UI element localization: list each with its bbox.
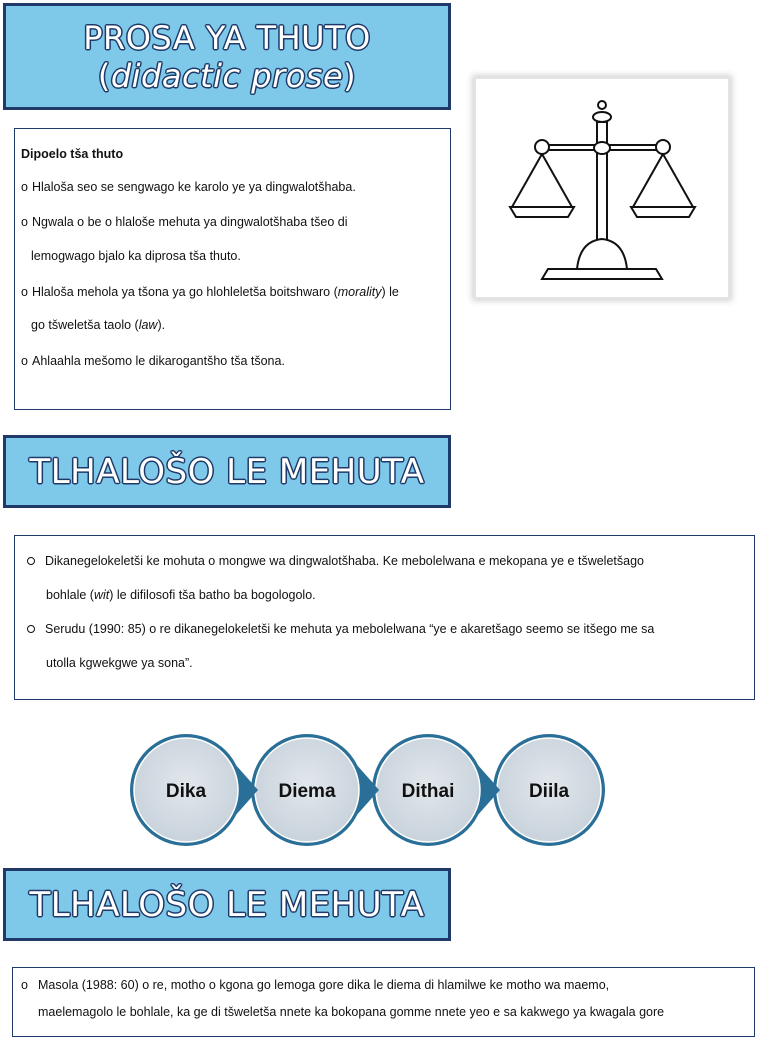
- header-title: PROSA YA THUTO: [83, 18, 371, 57]
- flow-step-label: Dika: [165, 781, 207, 802]
- proverb-types-flow: [120, 728, 620, 852]
- objective-item: o Ngwala o be o hlaloše mehuta ya dingwalotšhaba tšeo di: [21, 215, 348, 229]
- definition-item: Serudu (1990: 85) o re dikanegelokeletši ke mehuta ya mebolelwana “ye e akaretšago seemo se itšego me sa: [27, 622, 654, 636]
- flow-step: [493, 734, 605, 846]
- scale-chain: [542, 154, 572, 207]
- objective-item: o Hlaloša mehola ya tšona ya go hlohleletša boitshwaro (morality) le: [21, 285, 399, 299]
- objective-item-continuation: lemogwago bjalo ka diprosa tša thuto.: [31, 249, 241, 263]
- objectives-heading: Dipoelo tša thuto: [21, 147, 124, 161]
- scale-base-plate: [542, 269, 662, 279]
- section-title: TLHALOŠO LE MEHUTA: [29, 884, 425, 925]
- scale-chain: [663, 154, 693, 207]
- scale-pan-left: [510, 207, 574, 217]
- scale-finial: [598, 101, 606, 109]
- objective-item: o Ahlaahla mešomo le dikarogantšho tša tšona.: [21, 354, 285, 368]
- scale-pan-right: [631, 207, 695, 217]
- scale-base-dome: [577, 239, 627, 269]
- scale-pivot-left: [535, 140, 549, 154]
- section-banner: [3, 868, 451, 941]
- definition-item: Dikanegelokeletši ke mohuta o mongwe wa dingwalotšhaba. Ke mebolelwana e mekopana ye e tšweletšago: [27, 554, 644, 568]
- scale-pivot-right: [656, 140, 670, 154]
- scale-image-frame: [474, 77, 730, 299]
- flow-step-label: Dithai: [401, 781, 455, 802]
- section-title: TLHALOŠO LE MEHUTA: [29, 451, 425, 492]
- flow-step-label: Diema: [278, 781, 336, 802]
- definition-box: [12, 967, 755, 1037]
- header-subtitle: (didactic prose): [97, 56, 357, 95]
- definition-item-continuation: bohlale (wit) le difilosofi tša batho ba bogologolo.: [46, 588, 316, 602]
- header-banner: [3, 3, 451, 110]
- scale-chain: [512, 154, 542, 207]
- balance-scale-icon: [476, 79, 728, 297]
- definition-item-continuation: utolla kgwekgwe ya sona”.: [46, 656, 193, 670]
- flow-step: [251, 734, 379, 846]
- scale-chain: [633, 154, 663, 207]
- scale-pillar: [597, 122, 607, 242]
- definition-box: [14, 535, 755, 700]
- objectives-box: [14, 128, 451, 410]
- objective-item: o Hlaloša seo se sengwago ke karolo ye ya dingwalotšhaba.: [21, 180, 356, 194]
- flow-step-label: Diila: [528, 781, 570, 802]
- scale-center-joint: [594, 142, 610, 154]
- flow-step: [372, 734, 500, 846]
- scale-top-knob: [593, 112, 611, 122]
- objective-item-continuation: go tšweletša taolo (law).: [31, 318, 166, 332]
- definition-item: o Masola (1988: 60) o re, motho o kgona go lemoga gore dika le diema di hlamilwe ke motho wa maemo,: [21, 978, 610, 992]
- section-banner: [3, 435, 451, 508]
- bullet-circle: [27, 625, 35, 633]
- flow-step: [130, 734, 258, 846]
- definition-item-continuation: maelemagolo le bohlale, ka ge di tšweletša nnete ka bokopana gomme nnete yeo e sa kakwego ya kwagala gore: [38, 1005, 665, 1019]
- bullet-circle: [27, 557, 35, 565]
